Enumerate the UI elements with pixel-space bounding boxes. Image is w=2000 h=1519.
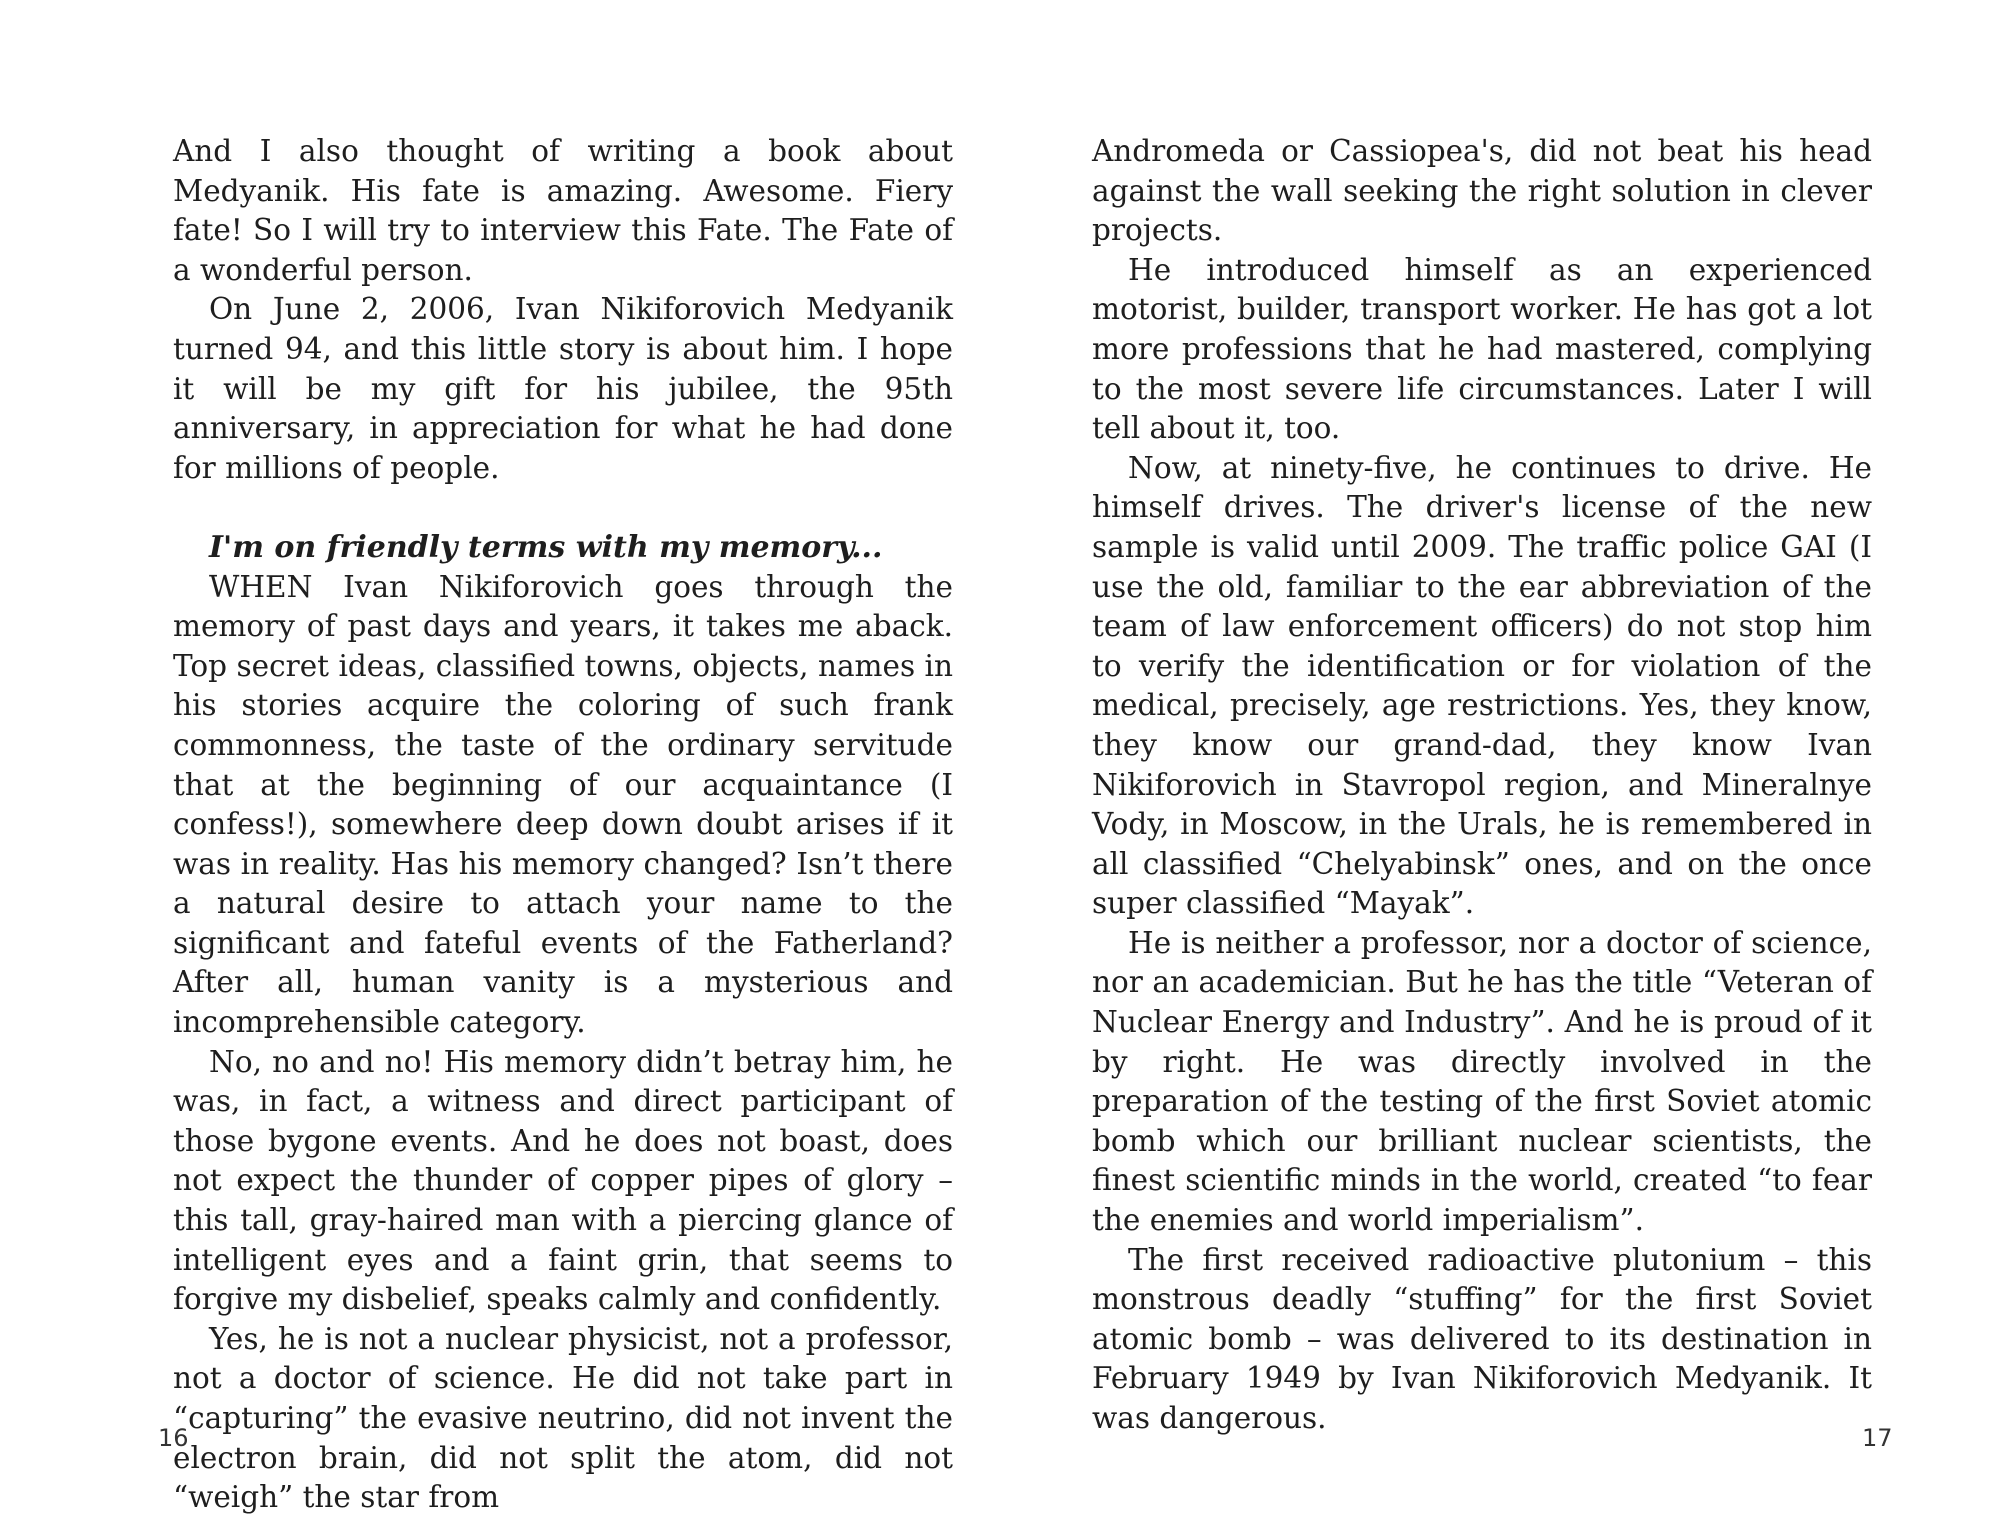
paragraph: WHEN Ivan Nikiforovich goes through the memory of past days and years, it takes me aback. Top secret ideas, classified towns, objects, names in his stories acquire the coloring of such frank commonness, the taste of the ordinary servitude that at the beginning of our acquaintance (I confess!), somewhere deep down doubt arises if it was in reality. Has his memory changed? Isn’t there a natural desire to attach your name to the significant and fateful events of the Fatherland? After all, human vanity is a mysterious and incomprehensible category. xyxy=(173,569,953,1040)
page-number: 16 xyxy=(158,1424,189,1452)
paragraph: No, no and no! His memory didn’t betray him, he was, in fact, a witness and direct participant of those bygone events. And he does not boast, does not expect the thunder of copper pipes of glory – this tall, gray-haired man with a piercing glance of intelligent eyes and a faint grin, that seems to forgive my disbelief, speaks calmly and confidently. xyxy=(173,1044,953,1317)
paragraph: The first received radioactive plutonium – this monstrous deadly “stuffing” for the first Soviet atomic bomb – was delivered to its destination in February 1949 by Ivan Nikiforovich Medyanik. It was dangerous. xyxy=(1092,1242,1872,1435)
paragraph: Now, at ninety-five, he continues to drive. He himself drives. The driver's license of the new sample is valid until 2009. The traffic police GAI (I use the old, familiar to the ear abbreviation of the team of law enforcement officers) do not stop him to verify the identification or for violation of the medical, precisely, age restrictions. Yes, they know, they know our grand-dad, they know Ivan Nikiforovich in Stavropol region, and Mineralnye Vody, in Moscow, in the Urals, he is remembered in all classified “Chelyabinsk” ones, and on the once super classified “Mayak”. xyxy=(1092,450,1872,921)
paragraph: He introduced himself as an experienced motorist, builder, transport worker. He has got a lot more professions that he had mastered, complying to the most severe life circumstances. Later I will tell about it, too. xyxy=(1092,252,1872,446)
paragraph-continuation: Andromeda or Cassiopea's, did not beat his head against the wall seeking the right solution in clever projects. xyxy=(1092,134,1872,248)
right-page xyxy=(1000,0,2000,1519)
page-number: 17 xyxy=(1862,1424,1893,1452)
paragraph: He is neither a professor, nor a doctor of science, nor an academician. But he has the title “Veteran of Nuclear Energy and Industry”. And he is proud of it by right. He was directly involved in the preparation of the testing of the first Soviet atomic bomb which our brilliant nuclear scientists, the finest scientific minds in the world, created “to fear the enemies and world imperialism”. xyxy=(1092,925,1872,1238)
left-page-text xyxy=(173,132,953,1518)
paragraph: Yes, he is not a nuclear physicist, not a professor, not a doctor of science. He did not take part in “capturing” the evasive neutrino, did not invent the electron brain, did not split the atom, did not “weigh” the star from xyxy=(173,1321,953,1515)
section-gap xyxy=(173,488,953,528)
paragraph: On June 2, 2006, Ivan Nikiforovich Medyanik turned 94, and this little story is about him. I hope it will be my gift for his jubilee, the 95th anniversary, in appreciation for what he had done for millions of people. xyxy=(173,292,953,485)
paragraph: And I also thought of writing a book about Medyanik. His fate is amazing. Awesome. Fiery fate! So I will try to interview this Fate. The Fate of a wonderful person. xyxy=(173,134,953,287)
section-heading: I'm on friendly terms with my memory... xyxy=(209,529,883,565)
right-page-text xyxy=(1092,132,1872,1439)
